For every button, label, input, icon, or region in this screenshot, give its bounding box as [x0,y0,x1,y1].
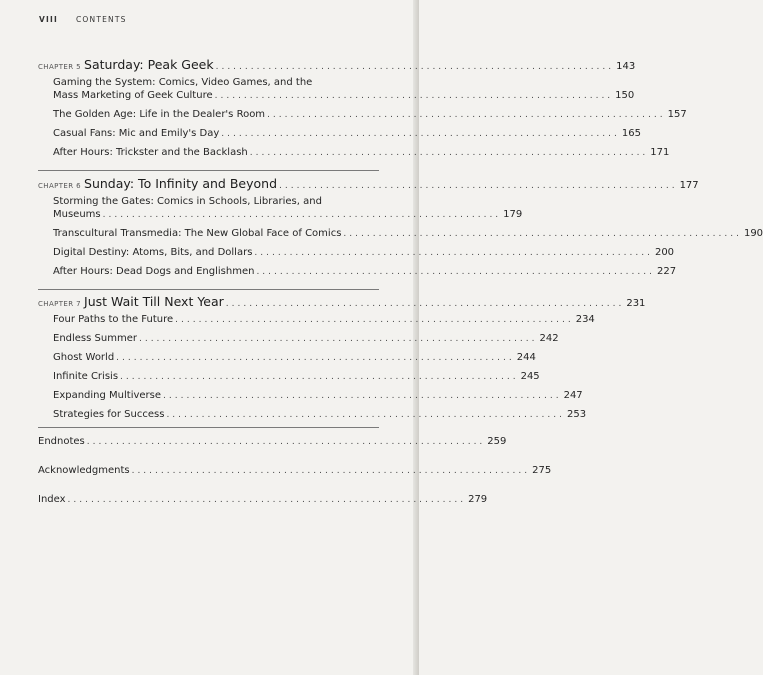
entry-page: 279 [468,494,488,505]
header-title: CONTENTS [75,15,127,24]
toc-entry[interactable]: The Golden Age: Life in the Dealer's Room .................................................................... 157 [53,109,687,120]
entry-page: 275 [532,465,552,476]
running-header [39,15,127,24]
entry-page: 253 [566,409,587,420]
chapter-heading[interactable]: CHAPTER 7 Just Wait Till Next Year .................................................................... 231 [38,294,646,309]
entry-page: 242 [539,333,559,344]
chapter-6 [38,176,763,284]
entry-page: 171 [650,147,670,158]
toc-entry-index[interactable]: Index .................................................................... 279 [38,494,488,505]
toc-entry[interactable]: Casual Fans: Mic and Emily's Day .................................................................... 165 [53,128,641,139]
chapter-7 [38,294,646,427]
entry-title: Ghost World [53,352,115,363]
entry-title: Endless Summer [53,333,137,344]
entry-page: 157 [667,109,687,120]
toc-entry[interactable]: Infinite Crisis .................................................................... 245 [53,371,540,382]
toc-entry-endnotes[interactable]: Endnotes .................................................................... 259 [38,436,507,447]
entry-title: Expanding Multiverse [53,390,162,401]
toc-entry[interactable]: Expanding Multiverse .................................................................... 247 [53,390,583,401]
entry-title: After Hours: Dead Dogs and Englishmen [53,266,255,277]
section-divider [38,427,379,428]
entry-title-line1: Storming the Gates: Comics in Schools, Libraries, and [53,196,322,207]
entry-title: Infinite Crisis [53,371,119,382]
entry-page: 200 [654,247,675,258]
header-page-number: VIII [39,15,58,24]
section-divider [38,289,379,290]
entry-title: Endnotes [38,436,85,447]
chapter-page: 177 [679,180,699,191]
back-matter [38,436,507,455]
entry-page: 190 [743,228,763,239]
chapter-page: 231 [626,298,646,309]
toc-entry[interactable]: Endless Summer .................................................................... 242 [53,333,559,344]
toc-entry[interactable]: Digital Destiny: Atoms, Bits, and Dollars .................................................................... 200 [53,247,675,258]
back-matter [38,465,552,484]
toc-entry[interactable]: Storming the Gates: Comics in Schools, Libraries, and Museums .................................................................... 179 [53,196,523,220]
chapter-label: CHAPTER 7 [38,300,82,308]
toc-entry[interactable]: Transcultural Transmedia: The New Global Face of Comics .................................................................... 190 [53,228,763,239]
chapter-heading[interactable]: CHAPTER 6 Sunday: To Infinity and Beyond .................................................................... 177 [38,176,699,191]
chapter-heading[interactable]: CHAPTER 5 Saturday: Peak Geek .................................................................... 143 [38,57,636,72]
chapter-label: CHAPTER 5 [38,63,82,71]
entry-title: Casual Fans: Mic and Emily's Day [53,128,220,139]
toc-entry[interactable]: Gaming the System: Comics, Video Games, and the Mass Marketing of Geek Culture .................................................................... 150 [53,77,635,101]
entry-title: Index [38,494,66,505]
entry-page: 245 [520,371,540,382]
entry-title-line2: Mass Marketing of Geek Culture [53,90,213,101]
entry-title-line1: Gaming the System: Comics, Video Games, and the [53,77,313,88]
entry-title: Four Paths to the Future [53,314,174,325]
toc-entry[interactable]: Four Paths to the Future .................................................................... 234 [53,314,595,325]
chapter-title: Saturday: Peak Geek [84,57,214,72]
entry-page: 165 [621,128,641,139]
toc-entry[interactable]: Strategies for Success .................................................................... 253 [53,409,587,420]
toc-entry[interactable]: Ghost World .................................................................... 244 [53,352,536,363]
entry-title-line2: Museums [53,209,101,220]
toc-entry-acknowledgments[interactable]: Acknowledgments .................................................................... 275 [38,465,552,476]
entry-page: 259 [487,436,507,447]
chapter-title: Sunday: To Infinity and Beyond [84,176,278,191]
entry-page: 227 [656,266,677,277]
chapter-5 [38,57,687,165]
entry-title: Digital Destiny: Atoms, Bits, and Dollars [53,247,253,258]
entry-title: Strategies for Success [53,409,165,420]
entry-page: 244 [516,352,536,363]
entry-title: Transcultural Transmedia: The New Global Face of Comics [53,228,342,239]
chapter-page: 143 [616,61,636,72]
entry-title: The Golden Age: Life in the Dealer's Room [53,109,266,120]
entry-title: After Hours: Trickster and the Backlash [53,147,248,158]
chapter-title: Just Wait Till Next Year [84,294,224,309]
entry-page: 234 [575,314,595,325]
entry-page: 247 [563,390,583,401]
toc-entry[interactable]: After Hours: Dead Dogs and Englishmen .................................................................... 227 [53,266,677,277]
entry-title: Acknowledgments [38,465,130,476]
chapter-label: CHAPTER 6 [38,182,82,190]
back-matter [38,494,488,513]
section-divider [38,170,379,171]
entry-page: 179 [503,209,523,220]
toc-entry[interactable]: After Hours: Trickster and the Backlash .................................................................... 171 [53,147,670,158]
entry-page: 150 [615,90,635,101]
